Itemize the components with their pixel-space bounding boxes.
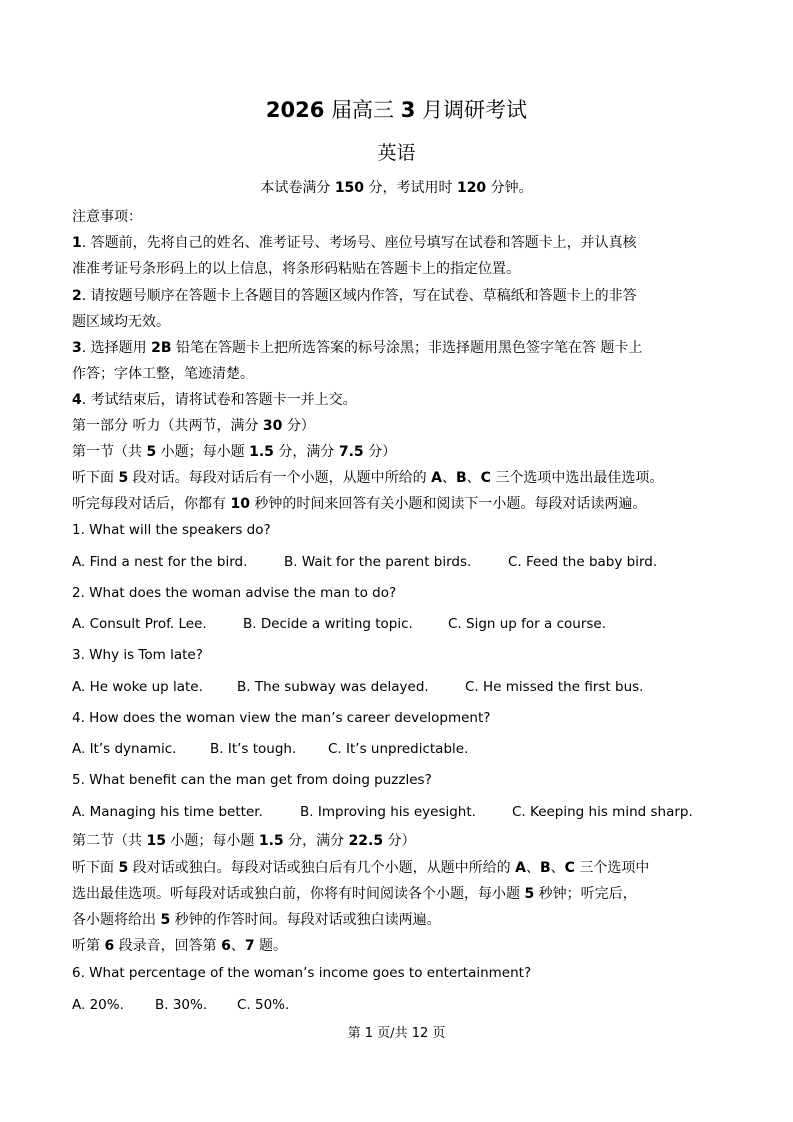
option-b: B. Wait for the parent birds. bbox=[284, 554, 472, 570]
instruction-text: 段录音，回答第 bbox=[114, 938, 222, 954]
instruction-number: 5 bbox=[160, 912, 171, 928]
section-number: 1.5 bbox=[249, 444, 274, 460]
note-text: . 请按题号顺序在答题卡上各题目的答题区域内作答，写在试卷、草稿纸和答题卡上的非答 bbox=[81, 288, 637, 304]
section-1-instruction-1 bbox=[72, 465, 732, 491]
option-c: C. Feed the baby bird. bbox=[508, 554, 658, 570]
separator: 、 bbox=[230, 938, 245, 954]
instruction-number: 5 bbox=[118, 470, 129, 486]
section-number: 22.5 bbox=[348, 833, 384, 849]
note-4-line-1 bbox=[72, 387, 732, 413]
note-2-line-2: 题区域均无效。 bbox=[72, 314, 170, 330]
option-b: B. The subway was delayed. bbox=[237, 679, 429, 695]
instruction-text: 听第 bbox=[72, 938, 105, 954]
option-b: B. It’s tough. bbox=[210, 741, 297, 757]
part-score: 30 bbox=[262, 418, 283, 434]
option-c: C. He missed the first bus. bbox=[465, 679, 644, 695]
title-year: 2026 bbox=[265, 98, 325, 122]
instruction-number: 5 bbox=[524, 886, 535, 902]
footer-text: 页/共 bbox=[373, 1026, 412, 1041]
exam-info bbox=[0, 178, 793, 198]
instruction-number: 10 bbox=[230, 496, 250, 512]
option-b: B. Improving his eyesight. bbox=[300, 804, 476, 820]
option-a: A. 20%. bbox=[72, 997, 124, 1013]
instruction-text: 三个选项中选出最佳选项。 bbox=[490, 470, 664, 486]
section-number: 5 bbox=[146, 444, 157, 460]
option-a: A. He woke up late. bbox=[72, 679, 203, 695]
option-c: C. Keeping his mind sharp. bbox=[512, 804, 693, 820]
part-title-text: 分） bbox=[282, 418, 315, 434]
separator: 、 bbox=[441, 470, 456, 486]
option-c: C. It’s unpredictable. bbox=[328, 741, 469, 757]
question-stem: 3. Why is Tom late? bbox=[72, 647, 203, 663]
info-text: 分钟。 bbox=[490, 180, 533, 196]
notes-heading: 注意事项： bbox=[72, 209, 142, 225]
separator: 、 bbox=[550, 860, 565, 876]
instruction-text: 段对话或独白。每段对话或独白后有几个小题，从题中所给的 bbox=[128, 860, 516, 876]
instruction-text: 听下面 bbox=[72, 860, 119, 876]
option-a: A. Find a nest for the bird. bbox=[72, 554, 248, 570]
footer-text: 页 bbox=[428, 1026, 446, 1041]
section-number: 15 bbox=[146, 833, 166, 849]
instruction-text: 题。 bbox=[254, 938, 288, 954]
note-number: 3 bbox=[72, 340, 82, 356]
question-options bbox=[72, 739, 732, 759]
footer-text: 第 bbox=[347, 1026, 365, 1041]
instruction-number: 5 bbox=[118, 860, 129, 876]
section-text: 分） bbox=[363, 444, 397, 460]
section-number: 1.5 bbox=[258, 833, 284, 849]
instruction-text: 听完每段对话后，你都有 bbox=[72, 496, 231, 512]
separator: 、 bbox=[466, 470, 481, 486]
section-text: 小题；每小题 bbox=[165, 833, 259, 849]
info-text: 本试卷满分 bbox=[260, 180, 331, 196]
instruction-number: 6 bbox=[221, 938, 231, 954]
section-number: 7.5 bbox=[338, 444, 364, 460]
part-1-title bbox=[72, 413, 732, 439]
note-number: 1 bbox=[72, 235, 82, 251]
section-2-title bbox=[72, 828, 732, 854]
instruction-text: 段对话。每段对话后有一个小题，从题中所给的 bbox=[128, 470, 432, 486]
exam-title bbox=[0, 96, 793, 124]
info-text: 分，考试用时 bbox=[368, 180, 453, 196]
instruction-text: 听下面 bbox=[72, 470, 119, 486]
option-letter: B bbox=[455, 470, 467, 486]
option-c: C. Sign up for a course. bbox=[448, 616, 606, 632]
question-options bbox=[72, 677, 732, 697]
note-1-line-2: 准准考证号条形码上的以上信息，将条形码粘贴在答题卡上的指定位置。 bbox=[72, 261, 520, 277]
note-text: . 选择题用 bbox=[81, 340, 152, 356]
section-text: 分，满分 bbox=[283, 833, 349, 849]
info-minutes: 120 bbox=[456, 180, 487, 196]
note-number: 4 bbox=[72, 392, 82, 408]
question-options bbox=[72, 995, 732, 1015]
note-number: 2 bbox=[72, 288, 82, 304]
separator: 、 bbox=[525, 860, 540, 876]
question-stem: 2. What does the woman advise the man to do? bbox=[72, 585, 397, 601]
section-text: 分，满分 bbox=[273, 444, 339, 460]
page-footer bbox=[0, 1025, 793, 1043]
note-3-line-1 bbox=[72, 335, 732, 361]
page-number: 1 bbox=[364, 1026, 374, 1041]
info-score: 150 bbox=[334, 180, 365, 196]
option-b: B. Decide a writing topic. bbox=[243, 616, 413, 632]
instruction-number: 6 bbox=[104, 938, 115, 954]
page-total: 12 bbox=[411, 1026, 429, 1041]
instruction-text: 三个选项中 bbox=[574, 860, 650, 876]
question-stem: 1. What will the speakers do? bbox=[72, 522, 271, 538]
option-letter: A bbox=[515, 860, 526, 876]
instruction-number: 7 bbox=[244, 938, 255, 954]
title-end: 月调研考试 bbox=[422, 98, 528, 122]
note-text: 铅笔在答题卡上把所选答案的标号涂黑；非选择题用黑色签字笔在答 题卡上 bbox=[171, 340, 643, 356]
option-a: A. Consult Prof. Lee. bbox=[72, 616, 207, 632]
section-2-instruction-2 bbox=[72, 881, 732, 907]
section-1-instruction-2 bbox=[72, 491, 732, 517]
instruction-text: 选出最佳选项。听每段对话或独白前，你将有时间阅读各个小题，每小题 bbox=[72, 886, 525, 902]
option-a: A. Managing his time better. bbox=[72, 804, 263, 820]
section-2-instruction-1 bbox=[72, 855, 732, 881]
option-letter: B bbox=[539, 860, 551, 876]
question-stem: 5. What benefit can the man get from doing puzzles? bbox=[72, 772, 432, 788]
option-letter: C bbox=[480, 470, 491, 486]
question-options bbox=[72, 614, 732, 634]
note-text: . 考试结束后，请将试卷和答题卡一并上交。 bbox=[81, 392, 357, 408]
part-title-text: 第一部分 听力（共两节，满分 bbox=[72, 418, 263, 434]
section-text: 第二节（共 bbox=[72, 833, 147, 849]
instruction-text: 各小题将给出 bbox=[72, 912, 161, 928]
option-b: B. 30%. bbox=[155, 997, 208, 1013]
section-1-title bbox=[72, 439, 732, 465]
section-text: 小题；每小题 bbox=[156, 444, 250, 460]
section-2-instruction-3 bbox=[72, 907, 732, 933]
note-3-line-2: 作答；字体工整，笔迹清楚。 bbox=[72, 366, 254, 382]
title-month: 3 bbox=[400, 98, 416, 122]
option-letter: C bbox=[564, 860, 575, 876]
section-text: 第一节（共 bbox=[72, 444, 147, 460]
pencil-grade: 2B bbox=[151, 340, 172, 356]
instruction-text: 秒钟的作答时间。每段对话或独白读两遍。 bbox=[170, 912, 441, 928]
note-text: . 答题前，先将自己的姓名、准考证号、考场号、座位号填写在试卷和答题卡上，并认真核 bbox=[81, 235, 637, 251]
exam-subject: 英语 bbox=[377, 142, 416, 164]
section-text: 分） bbox=[383, 833, 416, 849]
instruction-text: 秒钟的时间来回答有关小题和阅读下一小题。每段对话读两遍。 bbox=[249, 496, 647, 512]
question-stem: 4. How does the woman view the man’s career development? bbox=[72, 710, 491, 726]
title-mid: 届高三 bbox=[331, 98, 395, 122]
recording-instruction bbox=[72, 933, 732, 959]
question-options bbox=[72, 802, 732, 822]
option-letter: A bbox=[431, 470, 442, 486]
option-a: A. It’s dynamic. bbox=[72, 741, 177, 757]
question-options bbox=[72, 552, 732, 572]
question-stem: 6. What percentage of the woman’s income goes to entertainment? bbox=[72, 965, 532, 981]
note-1-line-1 bbox=[72, 230, 732, 256]
instruction-text: 秒钟；听完后， bbox=[534, 886, 637, 902]
note-2-line-1 bbox=[72, 283, 732, 309]
option-c: C. 50%. bbox=[237, 997, 290, 1013]
